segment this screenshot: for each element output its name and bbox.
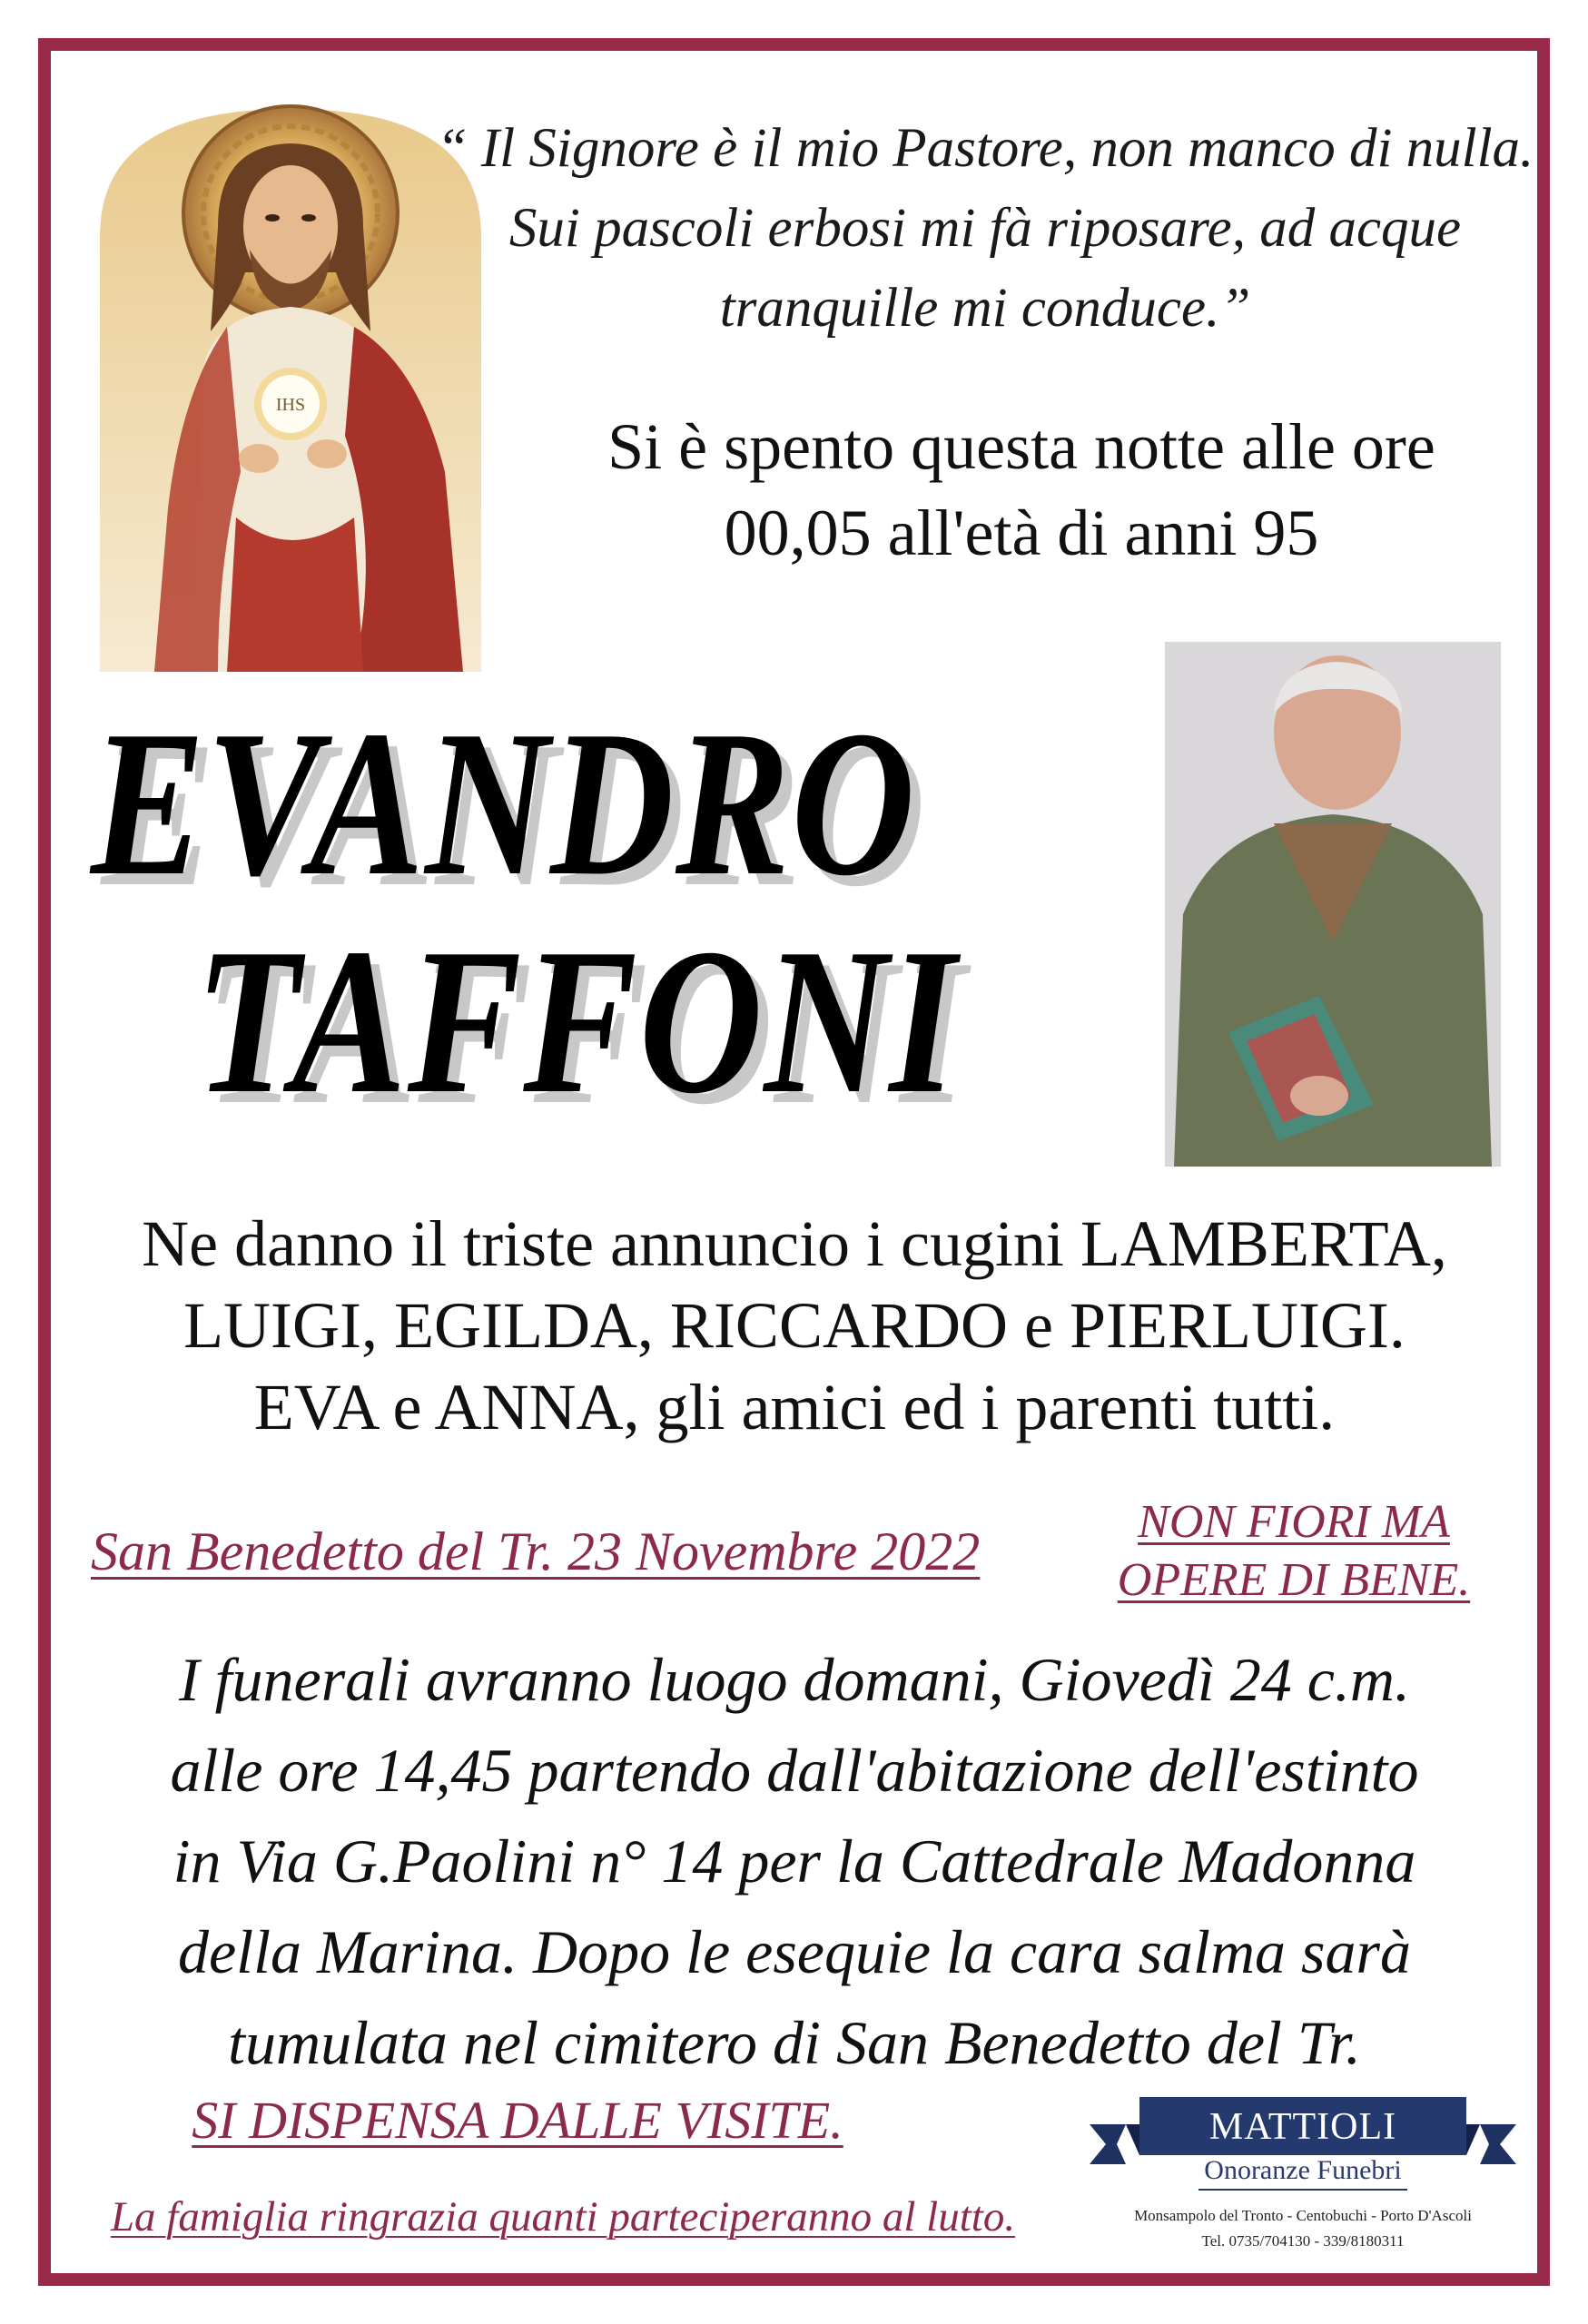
announcement-line-2: LUIGI, EGILDA, RICCARDO e PIERLUIGI. [183, 1289, 1406, 1362]
funeral-line-1: I funerali avranno luogo domani, Giovedì 24 c.m. [178, 1645, 1411, 1714]
deceased-first-name: EVANDRO [91, 687, 917, 919]
announcement-line-1: Ne danno il triste annuncio i cugini LAMBERTA, [142, 1207, 1447, 1280]
passing-line-1: Si è spento questa notte alle ore [607, 410, 1435, 483]
no-flowers-note [1080, 1493, 1507, 1610]
svg-text:IHS: IHS [275, 395, 306, 415]
announcement-line-3: EVA e ANNA, gli amici ed i parenti tutti. [253, 1371, 1336, 1443]
funeral-line-3: in Via G.Paolini n° 14 per la Cattedrale Madonna [173, 1827, 1416, 1896]
place-date: San Benedetto del Tr. 23 Novembre 2022 [91, 1521, 981, 1581]
funeral-home-locations: Monsampolo del Tronto - Centobuchi - Porto D'Ascoli [1134, 2207, 1472, 2224]
funeral-home-name: MATTIOLI [1208, 2106, 1397, 2148]
funeral-line-5: tumulata nel cimitero di San Benedetto del Tr. [228, 2008, 1361, 2077]
funeral-home-logo [1090, 2088, 1516, 2279]
funeral-line-2: alle ore 14,45 partendo dall'abitazione dell'estinto [170, 1736, 1419, 1805]
announcement [64, 1203, 1525, 1448]
thanks-note: La famiglia ringrazia quanti parteciperanno al lutto. [110, 2193, 1016, 2240]
no-flowers-line-1: NON FIORI MA [1138, 1496, 1450, 1548]
funeral-line-4: della Marina. Dopo le esequie la cara salma sarà [178, 1917, 1411, 1986]
funeral-home-subtitle: Onoranze Funebri [1204, 2155, 1402, 2185]
passing-line-2: 00,05 all'età di anni 95 [724, 497, 1319, 569]
passing-notice [508, 404, 1534, 576]
no-visits-note: SI DISPENSA DALLE VISITE. [192, 2091, 843, 2150]
funeral-home-phone: Tel. 0735/704130 - 339/8180311 [1201, 2232, 1405, 2250]
psalm-quote: “ Il Signore è il mio Pastore, non manco di nulla. Sui pascoli erbosi mi fà riposare, ad acque tranquille mi conduce.” [436, 118, 1534, 339]
funeral-details [64, 1634, 1525, 2088]
portrait-photo [1165, 642, 1501, 1167]
no-flowers-line-2: OPERE DI BENE. [1117, 1554, 1471, 1606]
deceased-last-name: TAFFONI [195, 905, 958, 1137]
